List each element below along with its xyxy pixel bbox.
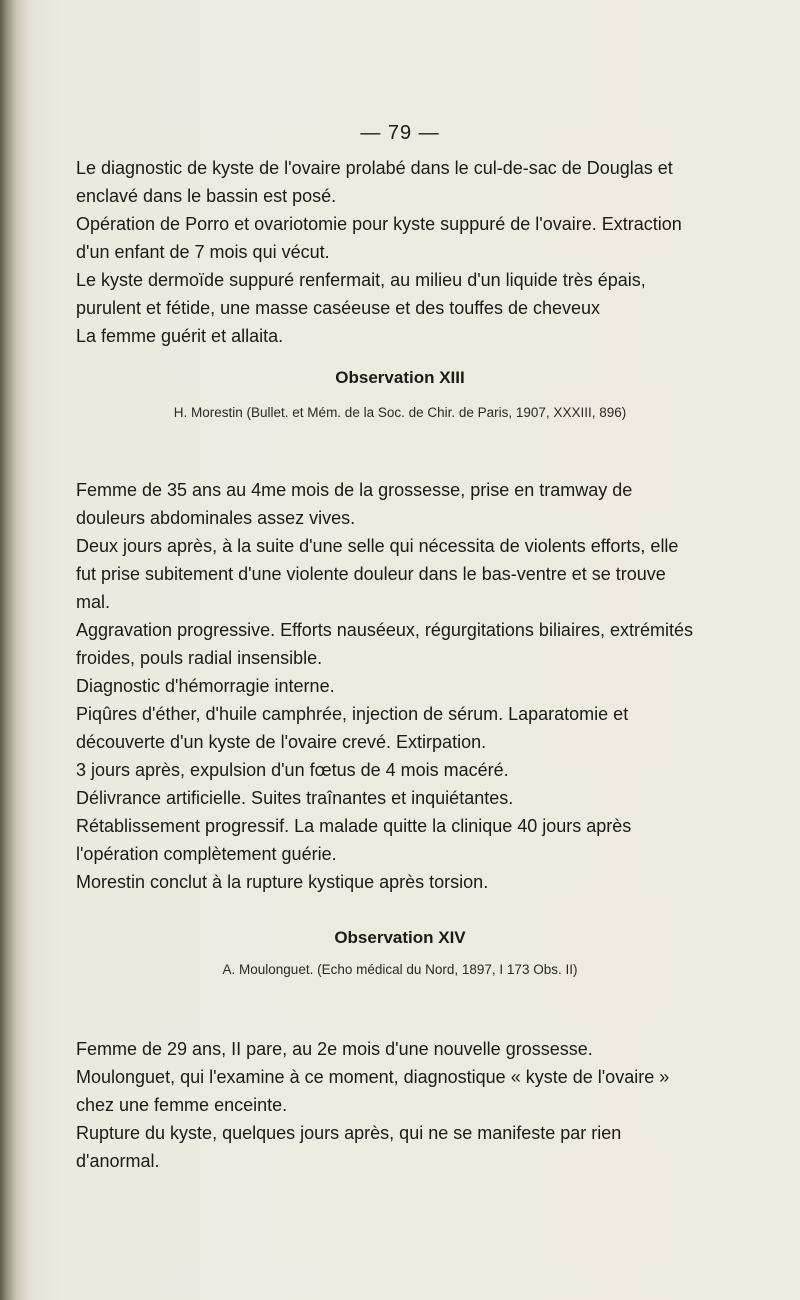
paragraph: 3 jours après, expulsion d'un fœtus de 4 mois macéré. (76, 760, 509, 780)
observation-xiii-text (76, 476, 696, 896)
paragraph: Aggravation progressive. Efforts nauséeux, régurgitations biliaires, extrémités froides, pouls radial insensible. (76, 620, 693, 668)
paragraph: Moulonguet, qui l'examine à ce moment, diagnostique « kyste de l'ovaire » chez une femme enceinte. (76, 1067, 670, 1115)
paragraph: La femme guérit et allaita. (76, 326, 284, 346)
paragraph: Morestin conclut à la rupture kystique après torsion. (76, 872, 489, 892)
page-number: — 79 — (360, 122, 440, 144)
paragraph: Le kyste dermoïde suppuré renfermait, au milieu d'un liquide très épais, purulent et fétide, une masse caséeuse et des touffes de cheveux (76, 270, 646, 318)
observation-xiii-title: Observation XIII (335, 368, 465, 387)
paragraph: Opération de Porro et ovariotomie pour kyste suppuré de l'ovaire. Extraction d'un enfant de 7 mois qui vécut. (76, 214, 682, 262)
observation-xiv-text (76, 1035, 696, 1175)
paragraph: Deux jours après, à la suite d'une selle qui nécessita de violents efforts, elle fut prise subitement d'une violente douleur dans le bas-ventre et se trouve mal. (76, 536, 679, 612)
paragraph: Rupture du kyste, quelques jours après, qui ne se manifeste par rien d'anormal. (76, 1123, 622, 1171)
paragraph: Femme de 29 ans, II pare, au 2e mois d'une nouvelle grossesse. (76, 1039, 593, 1059)
observation-xiv-reference: A. Moulonguet. (Echo médical du Nord, 1897, I 173 Obs. II) (222, 962, 578, 977)
intro-text (76, 154, 696, 350)
paragraph: Rétablissement progressif. La malade quitte la clinique 40 jours après l'opération complètement guérie. (76, 816, 632, 864)
paragraph: Délivrance artificielle. Suites traînantes et inquiétantes. (76, 788, 514, 808)
observation-xiv-title: Observation XIV (334, 928, 466, 947)
paragraph: Le diagnostic de kyste de l'ovaire prolabé dans le cul-de-sac de Douglas et enclavé dans le bassin est posé. (76, 158, 673, 206)
paragraph: Diagnostic d'hémorragie interne. (76, 676, 335, 696)
observation-xiii-reference: H. Morestin (Bullet. et Mém. de la Soc. de Chir. de Paris, 1907, XXXIII, 896) (173, 405, 627, 420)
paragraph: Piqûres d'éther, d'huile camphrée, injection de sérum. Laparatomie et découverte d'un kyste de l'ovaire crevé. Extirpation. (76, 704, 629, 752)
paragraph: Femme de 35 ans au 4me mois de la grossesse, prise en tramway de douleurs abdominales assez vives. (76, 480, 633, 528)
